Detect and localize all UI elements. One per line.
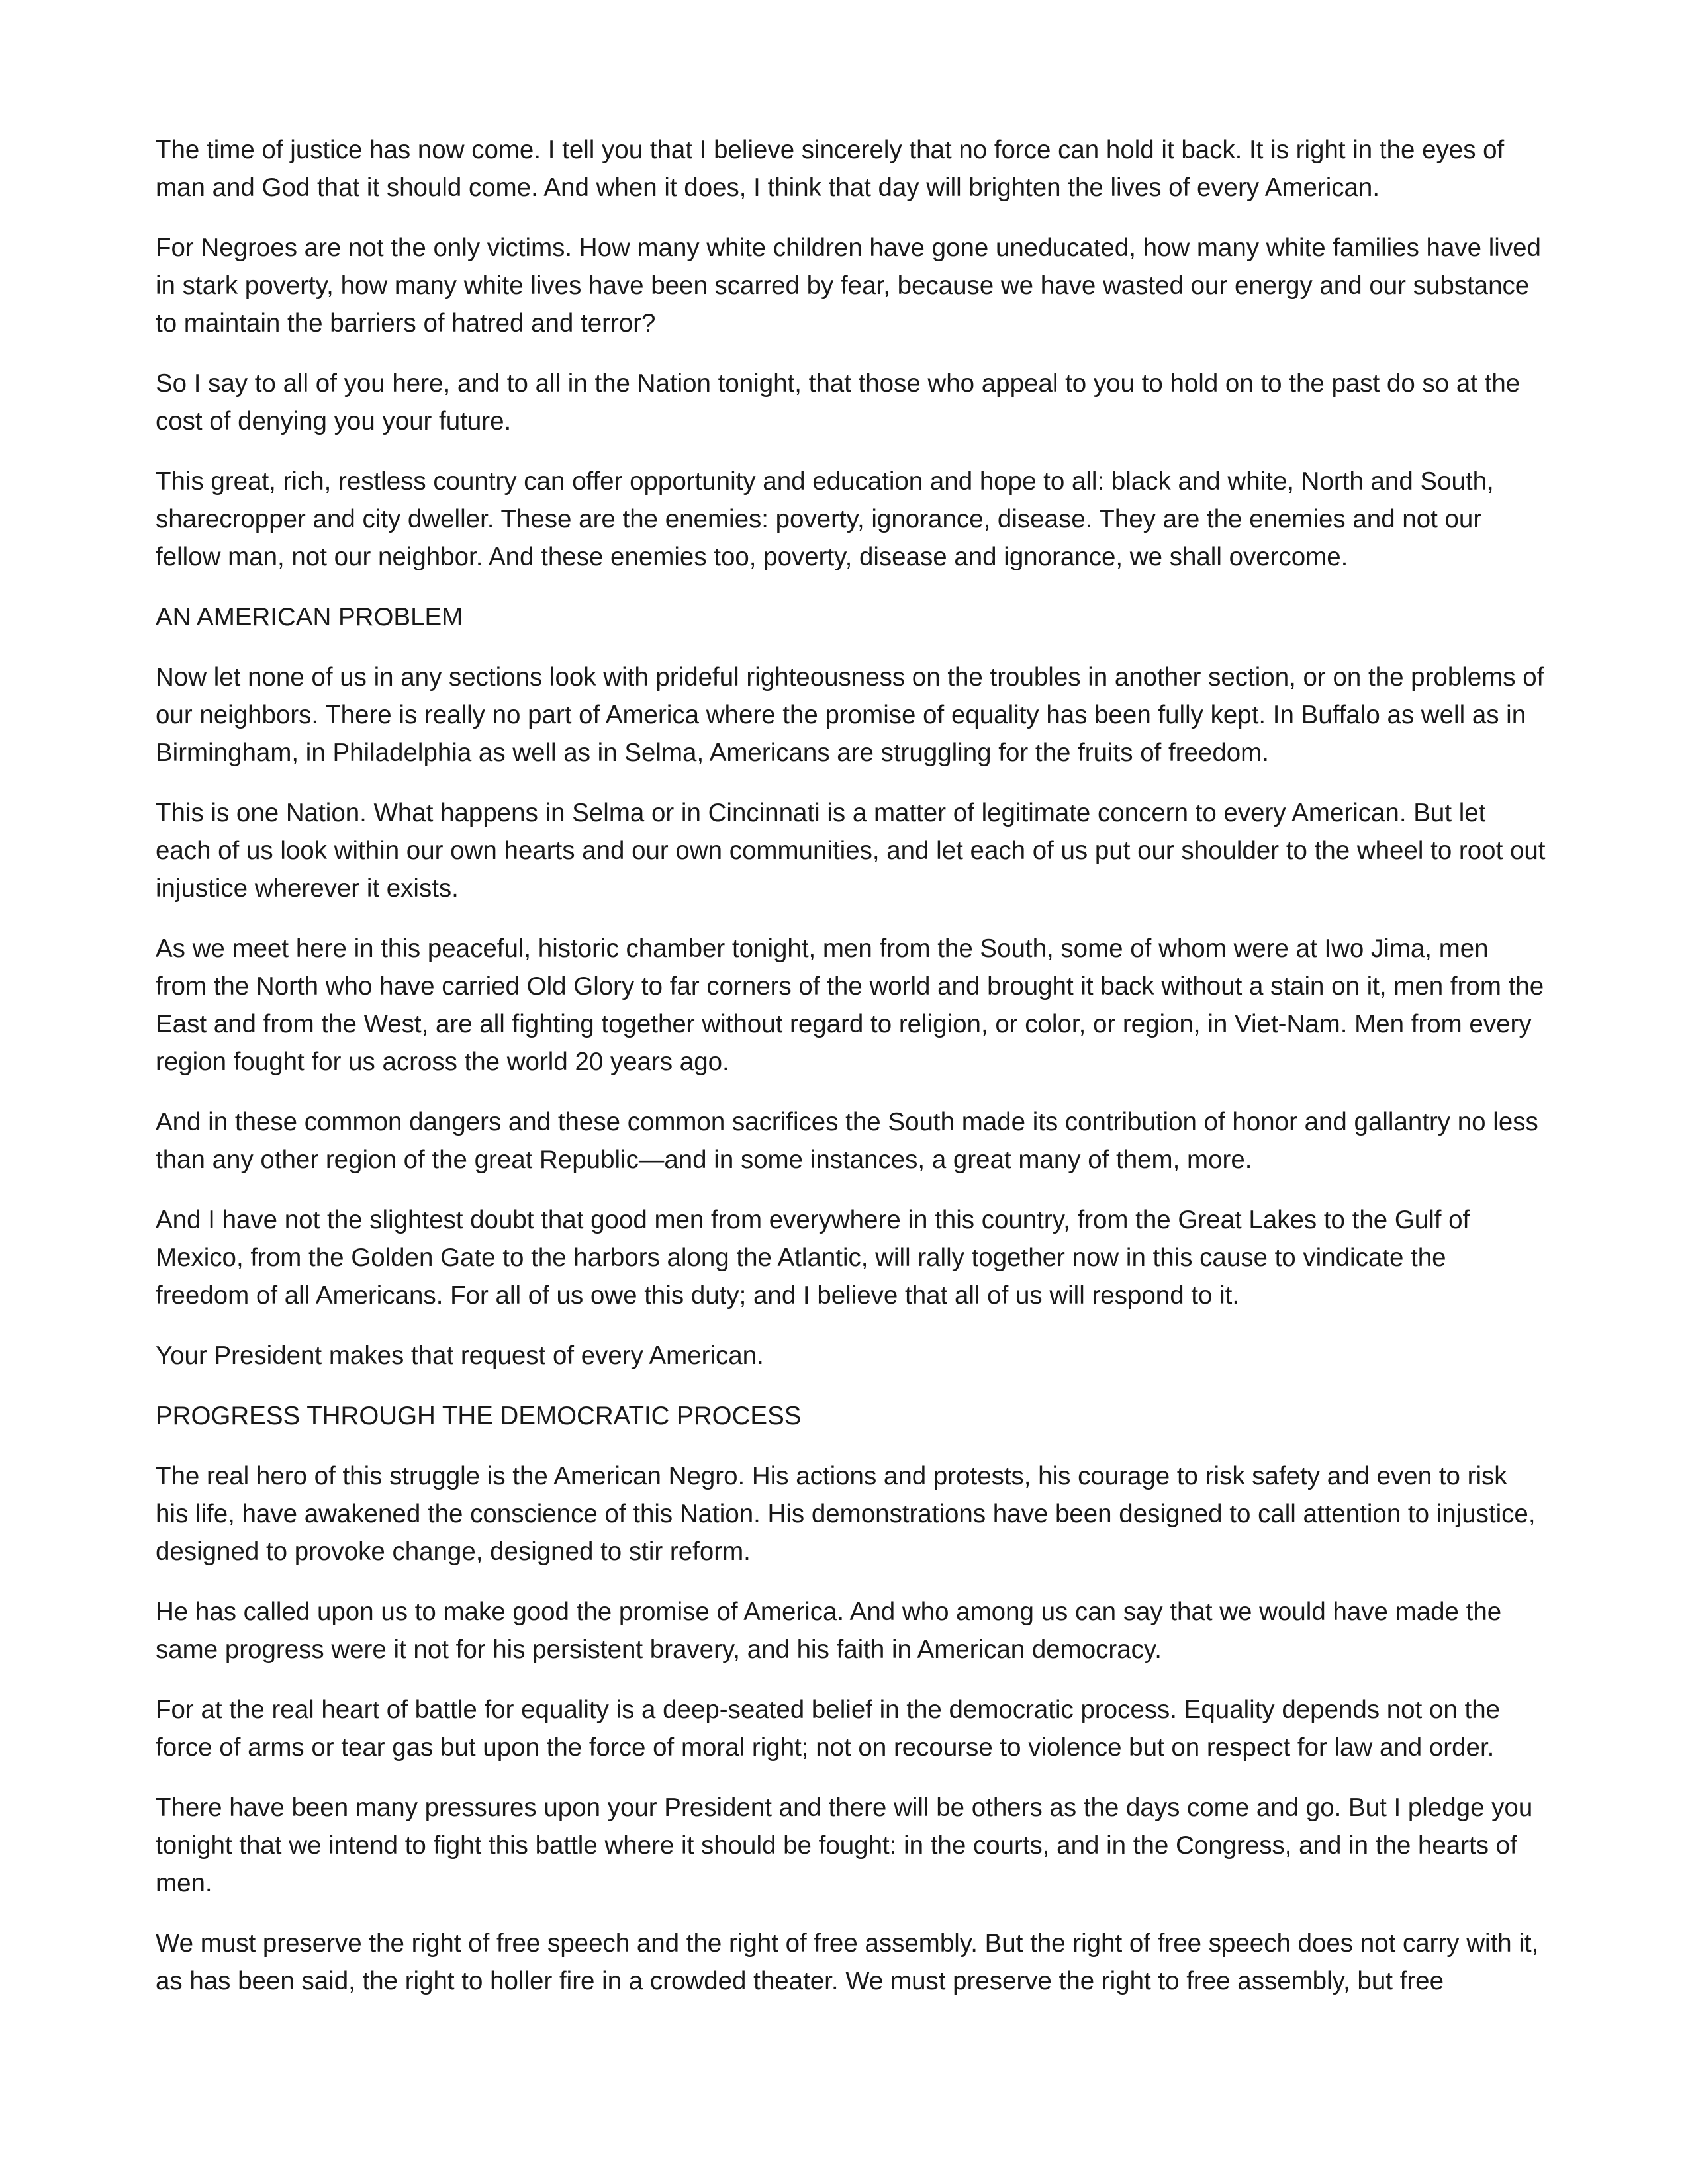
- paragraph: And I have not the slightest doubt that good men from everywhere in this country, from the Great Lakes to the Gulf of Mexico, from the Golden Gate to the harbors along the Atlantic, will rally together now in this cause to vindicate the freedom of all Americans. For all of us owe this duty; and I believe that all of us will respond to it.: [156, 1206, 1470, 1310]
- paragraph: For at the real heart of battle for equality is a deep-seated belief in the democratic process. Equality depends not on the force of arms or tear gas but upon the force of moral right; not on recourse to violence but on respect for law and order.: [156, 1696, 1501, 1762]
- paragraph: As we meet here in this peaceful, historic chamber tonight, men from the South, some of whom were at Iwo Jima, men from the North who have carried Old Glory to far corners of the world and brought it back without a stain on it, men from the East and from the West, are all fighting together without regard to religion, or color, or region, in Viet-Nam. Men from every region fought for us across the world 20 years ago.: [156, 934, 1544, 1076]
- paragraph: This great, rich, restless country can offer opportunity and education and hope to all: black and white, North and South, sharecropper and city dweller. These are the enemies: poverty, ignorance, disease. They are the enemies and not our fellow man, not our neighbor. And these enemies too, poverty, disease and ignorance, we shall overcome.: [156, 467, 1494, 571]
- paragraph: Your President makes that request of every American.: [156, 1342, 764, 1370]
- paragraph: The time of justice has now come. I tell you that I believe sincerely that no force can hold it back. It is right in the eyes of man and God that it should come. And when it does, I think that day will brighten the lives of every American.: [156, 136, 1505, 202]
- paragraph: There have been many pressures upon your President and there will be others as the days come and go. But I pledge you tonight that we intend to fight this battle where it should be fought: in the courts, and in the Congress, and in the hearts of men.: [156, 1794, 1533, 1897]
- paragraph: We must preserve the right of free speech and the right of free assembly. But the right of free speech does not carry with it, as has been said, the right to holler fire in a crowded theater. We must preserve the right to free assembly, but free: [156, 1929, 1539, 1995]
- paragraph: He has called upon us to make good the promise of America. And who among us can say that we would have made the same progress were it not for his persistent bravery, and his faith in American democracy.: [156, 1598, 1502, 1664]
- paragraph: So I say to all of you here, and to all in the Nation tonight, that those who appeal to you to hold on to the past do so at the cost of denying you your future.: [156, 369, 1521, 435]
- paragraph: The real hero of this struggle is the American Negro. His actions and protests, his courage to risk safety and even to risk his life, have awakened the conscience of this Nation. His demonstrations have been designed to call attention to injustice, designed to provoke change, designed to stir reform.: [156, 1462, 1536, 1566]
- section-heading: AN AMERICAN PROBLEM: [156, 603, 463, 631]
- paragraph: This is one Nation. What happens in Selma or in Cincinnati is a matter of legitimate concern to every American. But let each of us look within our own hearts and our own communities, and let each of us put our shoulder to the wheel to root out injustice wherever it exists.: [156, 799, 1546, 903]
- section-heading: PROGRESS THROUGH THE DEMOCRATIC PROCESS: [156, 1402, 802, 1430]
- paragraph: For Negroes are not the only victims. How many white children have gone uneducated, how many white families have lived in stark poverty, how many white lives have been scarred by fear, because we have wasted our energy and our substance to maintain the barriers of hatred and terror?: [156, 234, 1541, 338]
- paragraph: Now let none of us in any sections look with prideful righteousness on the troubles in another section, or on the problems of our neighbors. There is really no part of America where the promise of equality has been fully kept. In Buffalo as well as in Birmingham, in Philadelphia as well as in Selma, Americans are struggling for the fruits of freedom.: [156, 663, 1544, 767]
- document-page: [156, 131, 1546, 2023]
- paragraph: And in these common dangers and these common sacrifices the South made its contribution of honor and gallantry no less than any other region of the great Republic—and in some instances, a great many of them, more.: [156, 1108, 1538, 1174]
